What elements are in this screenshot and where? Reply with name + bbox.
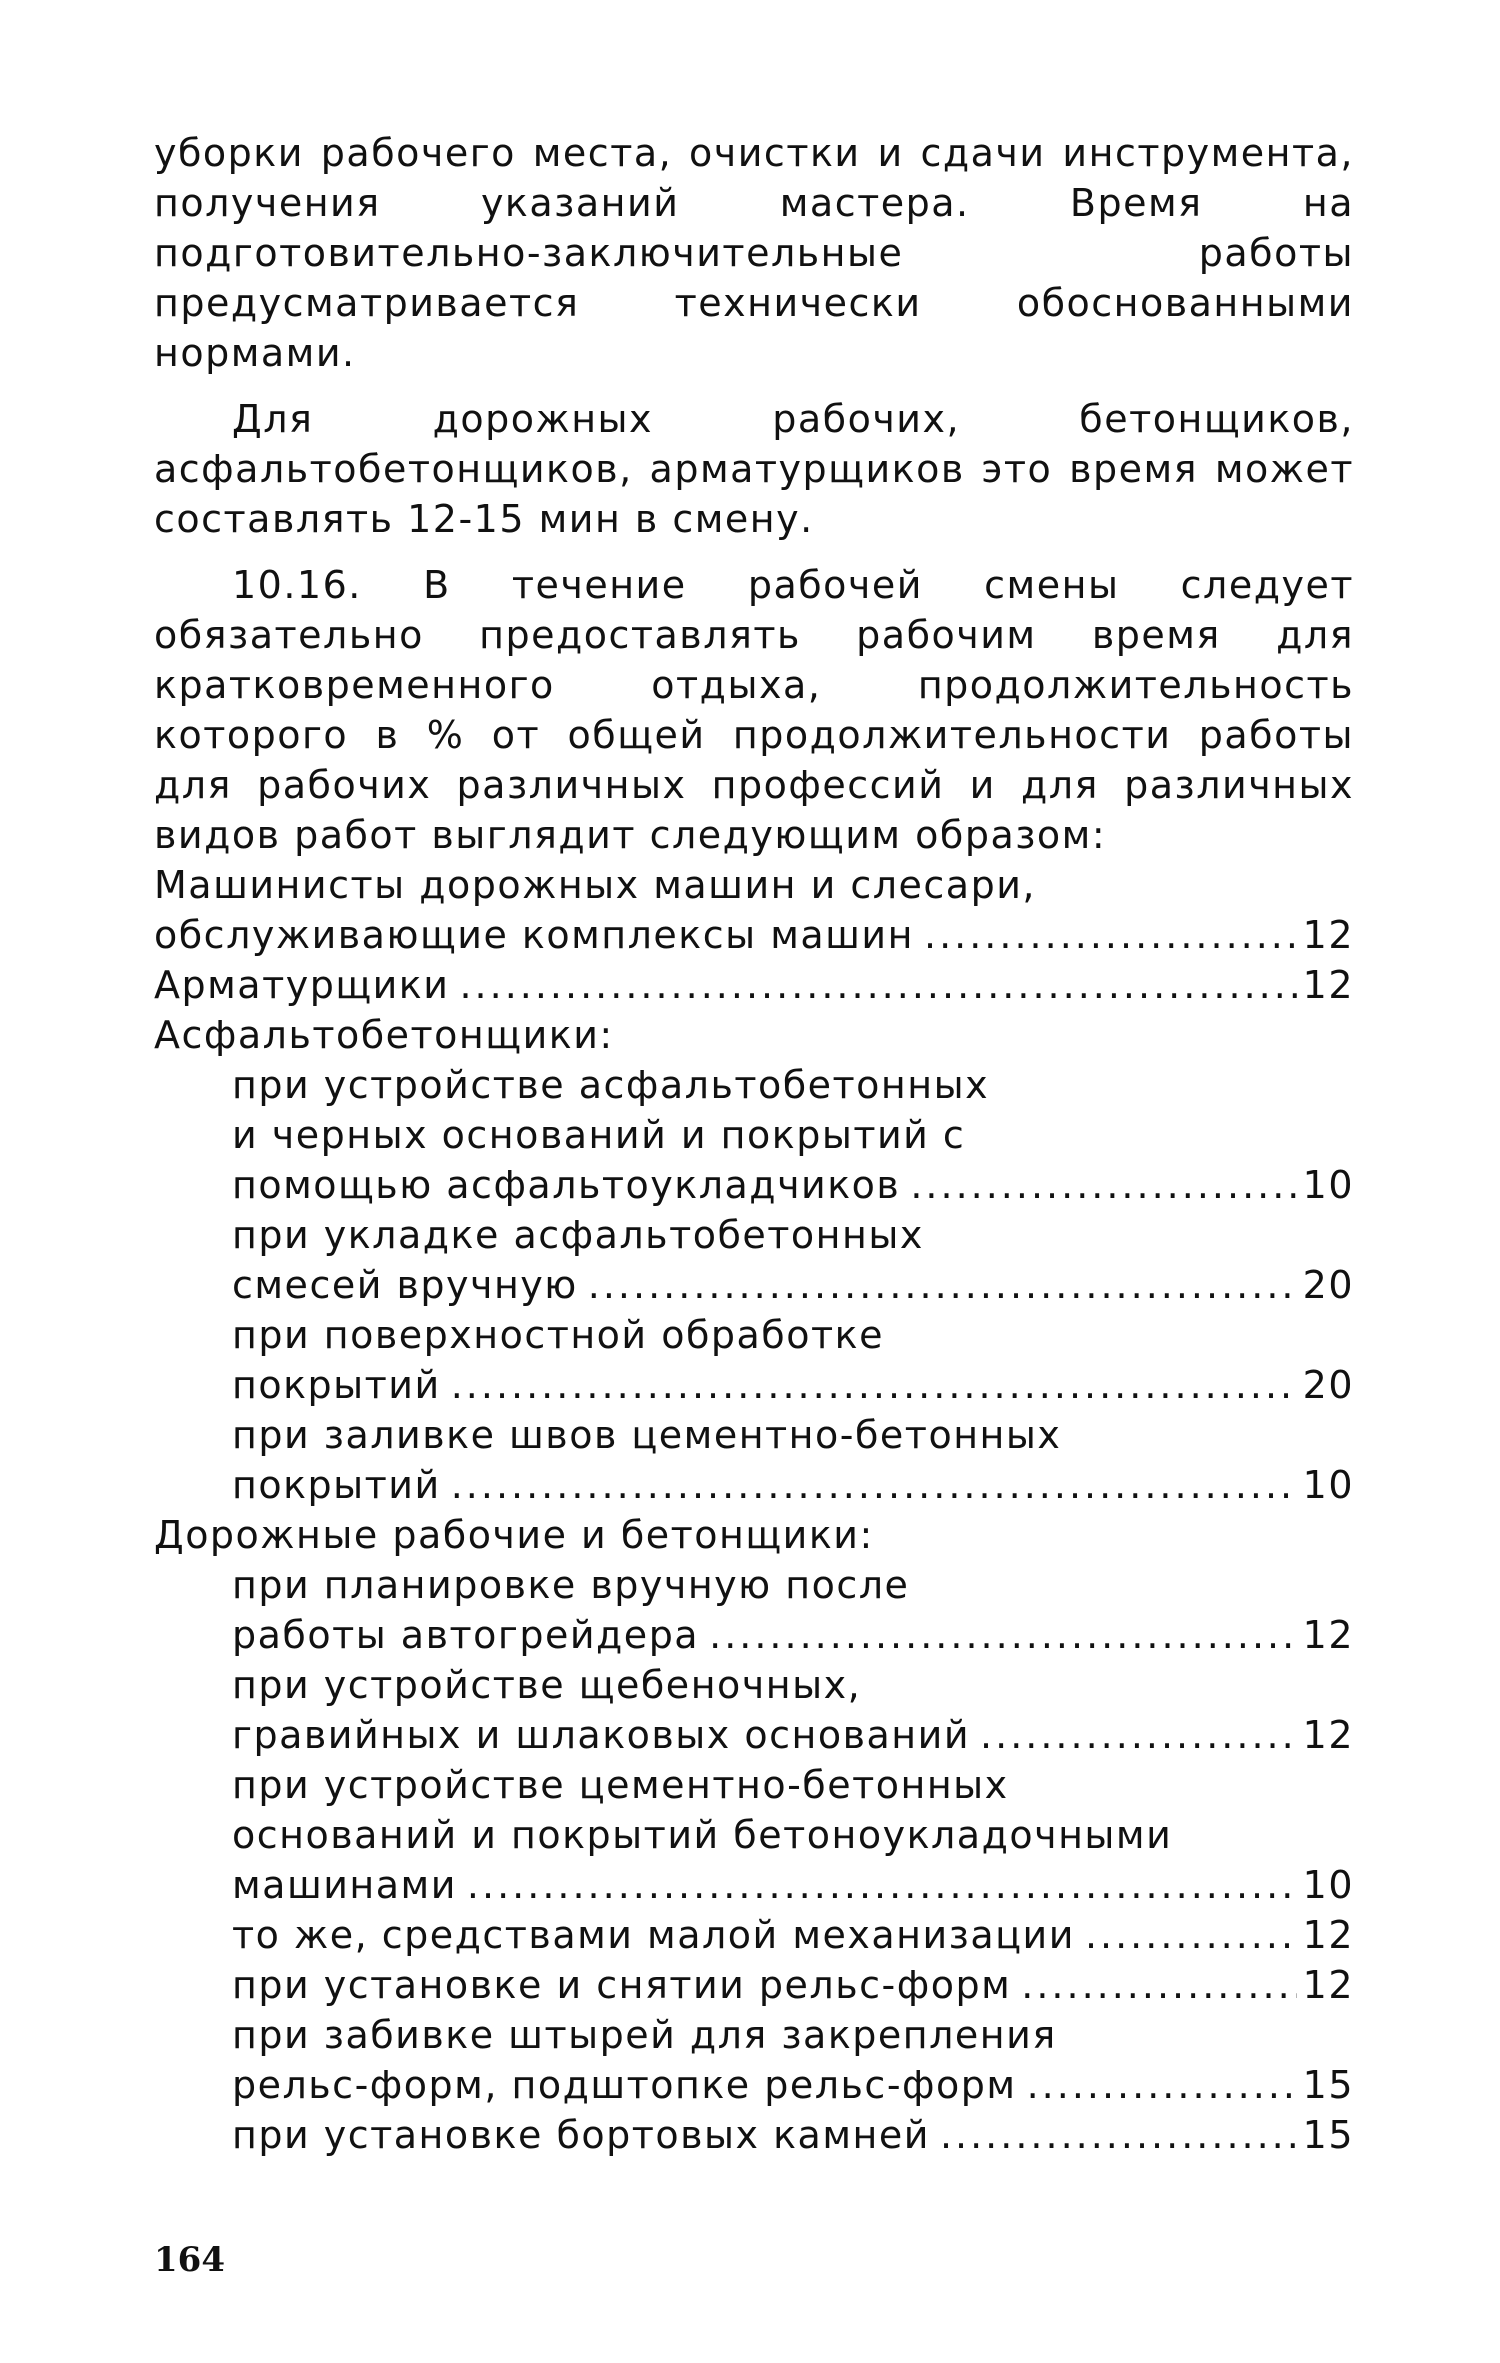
percent-value: 15 (1302, 2113, 1354, 2157)
list-item: при укладке асфальтобетонных (232, 1213, 924, 1257)
percent-value: 20 (1302, 1263, 1354, 1307)
paragraph-10-16: 10.16. В течение рабочей смены следует обязательно предоставлять рабочим время для кратковременного отдыха, продолжительность которого в % от общей продолжительности работы для рабочих различных профессий и для различных видов работ выглядит следующим образом: (154, 563, 1354, 857)
percent-value: 10 (1302, 1463, 1354, 1507)
list-item: при заливке швов цементно-бетонных (232, 1413, 1062, 1457)
list-item: помощью асфальтоукладчиков ..... 10 (154, 1160, 1354, 1210)
list-item: при устройстве асфальтобетонных (232, 1063, 990, 1107)
list-item: оснований и покрытий бетоноукладочными (232, 1813, 1173, 1857)
list-item: Машинисты дорожных машин и слесари, (154, 863, 1036, 907)
percent-value: 12 (1302, 1613, 1354, 1657)
list-item: при забивке штырей для закрепления (232, 2013, 1057, 2057)
percent-value: 12 (1302, 913, 1354, 957)
list-item: при поверхностной обработке (232, 1313, 884, 1357)
percent-value: 10 (1302, 1863, 1354, 1907)
page-number: 164 (154, 2240, 225, 2280)
list-item: рельс-форм, подштопке рельс-форм ..... 15 (154, 2060, 1354, 2110)
page-body (154, 128, 1354, 2160)
list-item: смесей вручную ..... 20 (154, 1260, 1354, 1310)
list-item: и черных оснований и покрытий с (232, 1113, 966, 1157)
paragraph-continuation: уборки рабочего места, очистки и сдачи инструмента, получения указаний мастера. Время на подготовительно-заключительные работы предусматривается технически обоснованными нормами. (154, 131, 1354, 375)
list-item: при устройстве цементно-бетонных (232, 1763, 1009, 1807)
percent-value: 12 (1302, 1713, 1354, 1757)
list-item: покрытий ..... 10 (154, 1460, 1354, 1510)
list-item: Арматурщики ..... 12 (154, 960, 1354, 1010)
percent-value: 12 (1302, 1963, 1354, 2007)
list-item: то же, средствами малой механизации ..... 12 (154, 1910, 1354, 1960)
list-heading: Асфальтобетонщики: (154, 1013, 614, 1057)
paragraph-road-workers: Для дорожных рабочих, бетонщиков, асфальтобетонщиков, арматурщиков это время может составлять 12-15 мин в смену. (154, 397, 1354, 541)
percent-value: 12 (1302, 1913, 1354, 1957)
list-item: при установке бортовых камней ..... 15 (154, 2110, 1354, 2160)
percent-value: 20 (1302, 1363, 1354, 1407)
list-item: работы автогрейдера ..... 12 (154, 1610, 1354, 1660)
percent-value: 12 (1302, 963, 1354, 1007)
percent-value: 15 (1302, 2063, 1354, 2107)
list-item: при планировке вручную после (232, 1563, 910, 1607)
list-item: покрытий ..... 20 (154, 1360, 1354, 1410)
list-item: гравийных и шлаковых оснований ..... 12 (154, 1710, 1354, 1760)
list-item: машинами ..... 10 (154, 1860, 1354, 1910)
percent-value: 10 (1302, 1163, 1354, 1207)
list-item: при устройстве щебеночных, (232, 1663, 862, 1707)
list-item: обслуживающие комплексы машин ..... 12 (154, 910, 1354, 960)
rest-time-list (154, 860, 1354, 2160)
list-item: при установке и снятии рельс-форм ..... 12 (154, 1960, 1354, 2010)
list-heading: Дорожные рабочие и бетонщики: (154, 1513, 874, 1557)
